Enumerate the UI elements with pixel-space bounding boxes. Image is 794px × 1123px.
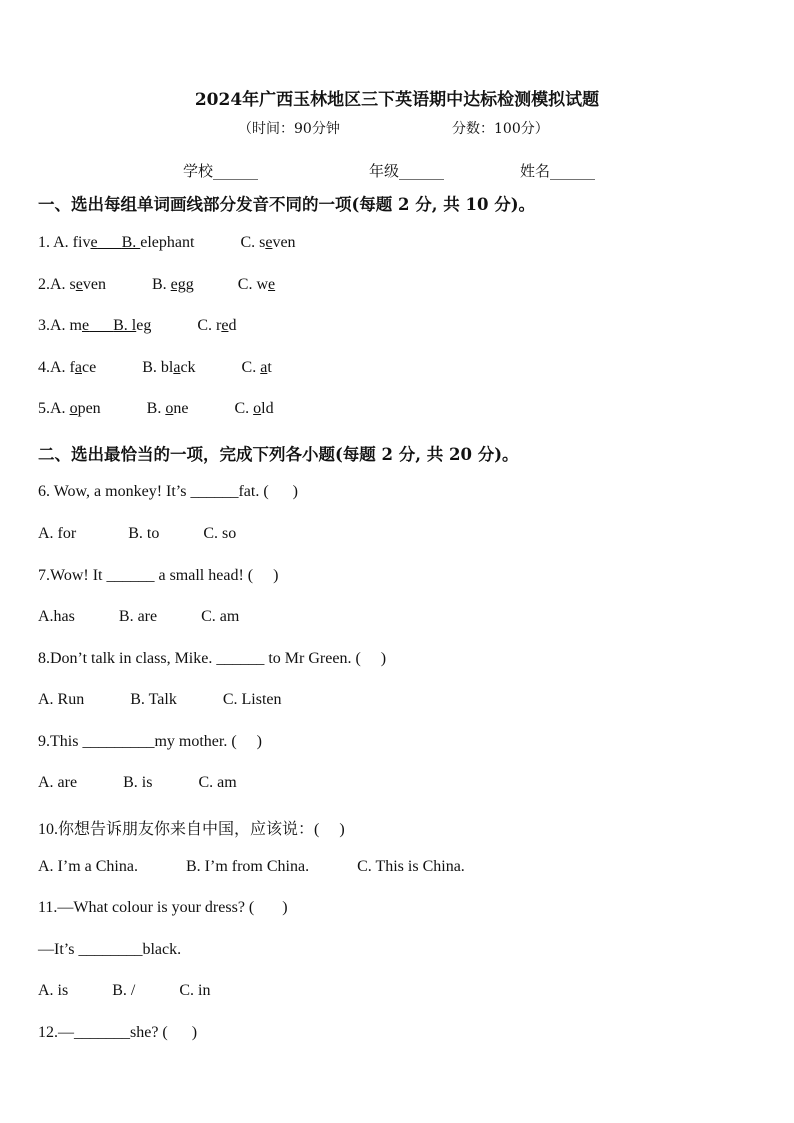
name-field: 姓名______ bbox=[520, 162, 596, 180]
option-c: C. in bbox=[179, 982, 211, 999]
option-b: B. / bbox=[112, 982, 136, 999]
question-2: 2.A. seven B. egg C. we bbox=[38, 276, 276, 293]
question-11-options bbox=[38, 982, 210, 1000]
section-1-heading: 一、选出每组单词画线部分发音不同的一项(每题 2 分, 共 10 分)。 bbox=[38, 195, 536, 214]
option-c: C. am bbox=[201, 608, 240, 625]
option-a: A.has bbox=[38, 608, 75, 625]
question-9-options bbox=[38, 774, 237, 792]
question-6: 6. Wow, a monkey! It’s ______fat. ( ) bbox=[38, 483, 298, 500]
option-b: B. is bbox=[123, 774, 153, 791]
question-10: 10.你想告诉朋友你来自中国，应该说：( ) bbox=[38, 821, 345, 838]
question-5: 5.A. open B. one C. old bbox=[38, 400, 274, 417]
option-c: C. am bbox=[198, 774, 237, 791]
exam-score: 分数：100分） bbox=[452, 121, 549, 137]
exam-time: （时间：90分钟 bbox=[238, 121, 340, 137]
page-title: 2024年广西玉林地区三下英语期中达标检测模拟试题 bbox=[194, 90, 600, 110]
question-12: 12.—_______she? ( ) bbox=[38, 1024, 198, 1041]
option-a: A. are bbox=[38, 774, 78, 791]
question-4: 4.A. face B. black C. at bbox=[38, 359, 272, 376]
option-a: A. Run bbox=[38, 691, 85, 708]
question-7: 7.Wow! It ______ a small head! ( ) bbox=[38, 567, 279, 584]
question-1: 1. A. five B. elephant C. seven bbox=[38, 234, 296, 251]
question-10-options bbox=[38, 858, 465, 876]
section-2-heading: 二、选出最恰当的一项，完成下列各小题(每题 2 分, 共 20 分)。 bbox=[38, 445, 519, 464]
option-b: B. Talk bbox=[130, 691, 177, 708]
option-a: A. is bbox=[38, 982, 69, 999]
question-3: 3.A. me B. leg C. red bbox=[38, 317, 237, 334]
question-11: 11.—What colour is your dress? ( ) bbox=[38, 899, 288, 916]
option-c: C. This is China. bbox=[357, 858, 465, 875]
question-8: 8.Don’t talk in class, Mike. ______ to Mr Green. ( ) bbox=[38, 650, 387, 667]
question-11-reply: —It’s ________black. bbox=[38, 941, 182, 958]
question-6-options bbox=[38, 525, 236, 543]
question-9: 9.This _________my mother. ( ) bbox=[38, 733, 262, 750]
option-b: B. to bbox=[128, 525, 160, 542]
question-7-options bbox=[38, 608, 239, 626]
question-8-options bbox=[38, 691, 282, 709]
option-c: C. so bbox=[203, 525, 237, 542]
option-b: B. I’m from China. bbox=[185, 858, 310, 875]
option-a: A. for bbox=[38, 525, 77, 542]
grade-field: 年级______ bbox=[369, 162, 445, 180]
option-a: A. I’m a China. bbox=[38, 858, 138, 875]
option-c: C. Listen bbox=[222, 691, 282, 708]
option-b: B. are bbox=[118, 608, 158, 625]
school-field: 学校______ bbox=[183, 162, 259, 180]
